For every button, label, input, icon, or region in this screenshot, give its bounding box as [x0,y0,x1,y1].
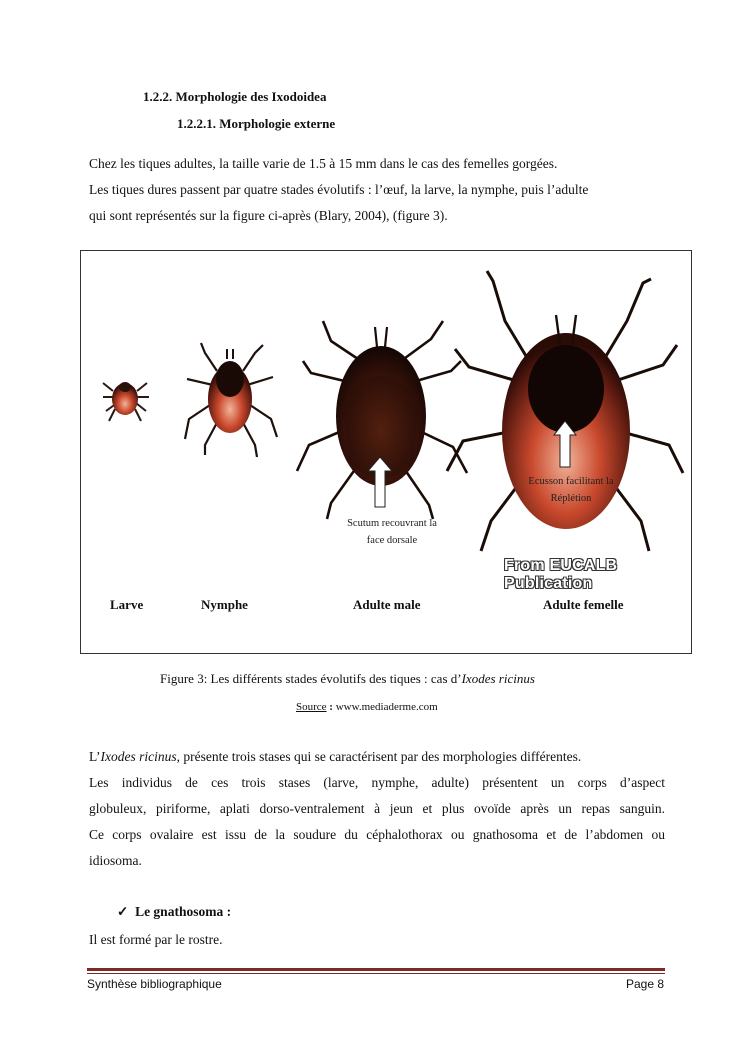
nymph-tick [185,343,277,457]
body-paragraph-2-line-1: Les individus de ces trois stases (larve, nymphe, adulte) présentent un corps d’aspect [89,775,665,790]
ticks-illustration [81,251,693,655]
stage-label-male: Adulte male [353,597,421,612]
stage-label-larva: Larve [110,597,144,612]
stage-label-nymph: Nymphe [201,597,248,612]
footer-section-title: Synthèse bibliographique [87,977,222,991]
intro-line-2: Les tiques dures passent par quatre stades évolutifs : l’œuf, la larve, la nymphe, puis l’adulte [89,182,589,197]
intro-line-1: Chez les tiques adultes, la taille varie de 1.5 à 15 mm dans le cas des femelles gorgées. [89,156,558,171]
stage-label-female: Adulte femelle [543,597,624,612]
publication-watermark: From EUCALB Publication [504,557,618,592]
figure-caption: Figure 3: Les différents stades évolutifs des tiques : cas d’Ixodes ricinus [160,671,535,686]
intro-line-3: qui sont représentés sur la figure ci-après (Blary, 2004), (figure 3). [89,208,448,223]
section-heading: 1.2.2. Morphologie des Ixodoidea [143,89,327,104]
gnathosoma-bullet: ✓ Le gnathosoma : [117,904,232,919]
body-paragraph-2-line-3: Ce corps ovalaire est issu de la soudure du céphalothorax ou gnathosoma et de l’abdomen ou [89,827,665,842]
body-paragraph-2-line-4: idiosoma. [89,853,142,868]
female-tick [447,271,683,551]
checkmark-icon: ✓ [117,904,129,919]
ecusson-annotation: Ecusson facilitant la Réplétion [528,476,614,504]
scutum-annotation: Scutum recouvrant la face dorsale [347,518,437,546]
footer-page-number: Page 8 [626,977,665,991]
subsection-heading: 1.2.2.1. Morphologie externe [177,116,336,131]
footer-rule [87,968,665,971]
gnathosoma-text: Il est formé par le rostre. [89,932,223,947]
larva-tick [103,382,149,421]
figure-frame [80,250,692,654]
footer-rule-thin [87,973,665,974]
body-paragraph-2-line-2: globuleux, piriforme, aplati dorso-ventralement à jeun et plus ovoïde après un repas sanguin. [89,801,665,816]
body-paragraph-1: L’Ixodes ricinus, présente trois stases qui se caractérisent par des morphologies différentes. [89,749,582,764]
figure-source: Source : www.mediaderme.com [296,701,438,713]
